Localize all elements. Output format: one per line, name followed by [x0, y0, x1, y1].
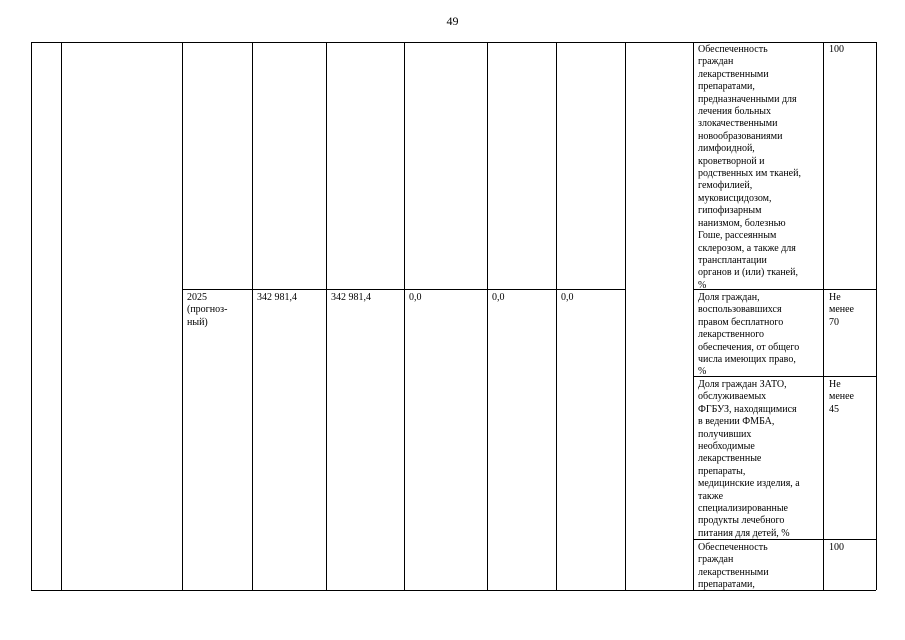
- indicator-value: 100: [829, 542, 844, 553]
- indicator-text: Обеспеченность граждан лекарственными препаратами, предназначенными для лечения больных злокачественными новообразованиями лимфоидной, кроветворной и родственных им тканей, гемофилией, муковисцидозом, гипофизарным нанизмом, болезнью Гоше, рассеянным склерозом, а также для трансплантации органов и (или) тканей, %: [698, 44, 801, 291]
- funding-cell: 0,0: [409, 292, 422, 303]
- total-funding-cell: 342 981,4: [257, 292, 297, 303]
- column-border: [61, 42, 62, 590]
- funding-cell: 0,0: [492, 292, 505, 303]
- column-border: [625, 42, 626, 590]
- year-2025-cell: 2025 (прогноз- ный): [187, 292, 228, 328]
- column-border: [252, 42, 253, 590]
- column-border: [556, 42, 557, 590]
- column-border: [31, 42, 32, 590]
- funding-cell: 342 981,4: [331, 292, 371, 303]
- indicator-value: Не менее 70: [829, 292, 854, 328]
- indicator-text: Обеспеченность граждан лекарственными препаратами,: [698, 542, 769, 591]
- column-border: [693, 42, 694, 590]
- table-top-border: [31, 42, 876, 43]
- column-border: [823, 42, 824, 590]
- column-border: [487, 42, 488, 590]
- column-border: [326, 42, 327, 590]
- page-number: 49: [446, 14, 459, 28]
- indicator-text: Доля граждан ЗАТО, обслуживаемых ФГБУЗ, находящимися в ведении ФМБА, получивших необходимые лекарственные препараты, медицинские изделия, а также специализированные продукты лечебного питания для детей, %: [698, 379, 800, 539]
- column-border: [182, 42, 183, 590]
- indicator-value: 100: [829, 44, 844, 55]
- indicator-value: Не менее 45: [829, 379, 854, 415]
- budget-table: [31, 42, 876, 590]
- row-separator: [182, 289, 625, 290]
- column-border: [404, 42, 405, 590]
- funding-cell: 0,0: [561, 292, 574, 303]
- indicator-text: Доля граждан, воспользовавшихся правом бесплатного лекарственного обеспечения, от общего числа имеющих право, %: [698, 292, 800, 378]
- column-border: [876, 42, 877, 590]
